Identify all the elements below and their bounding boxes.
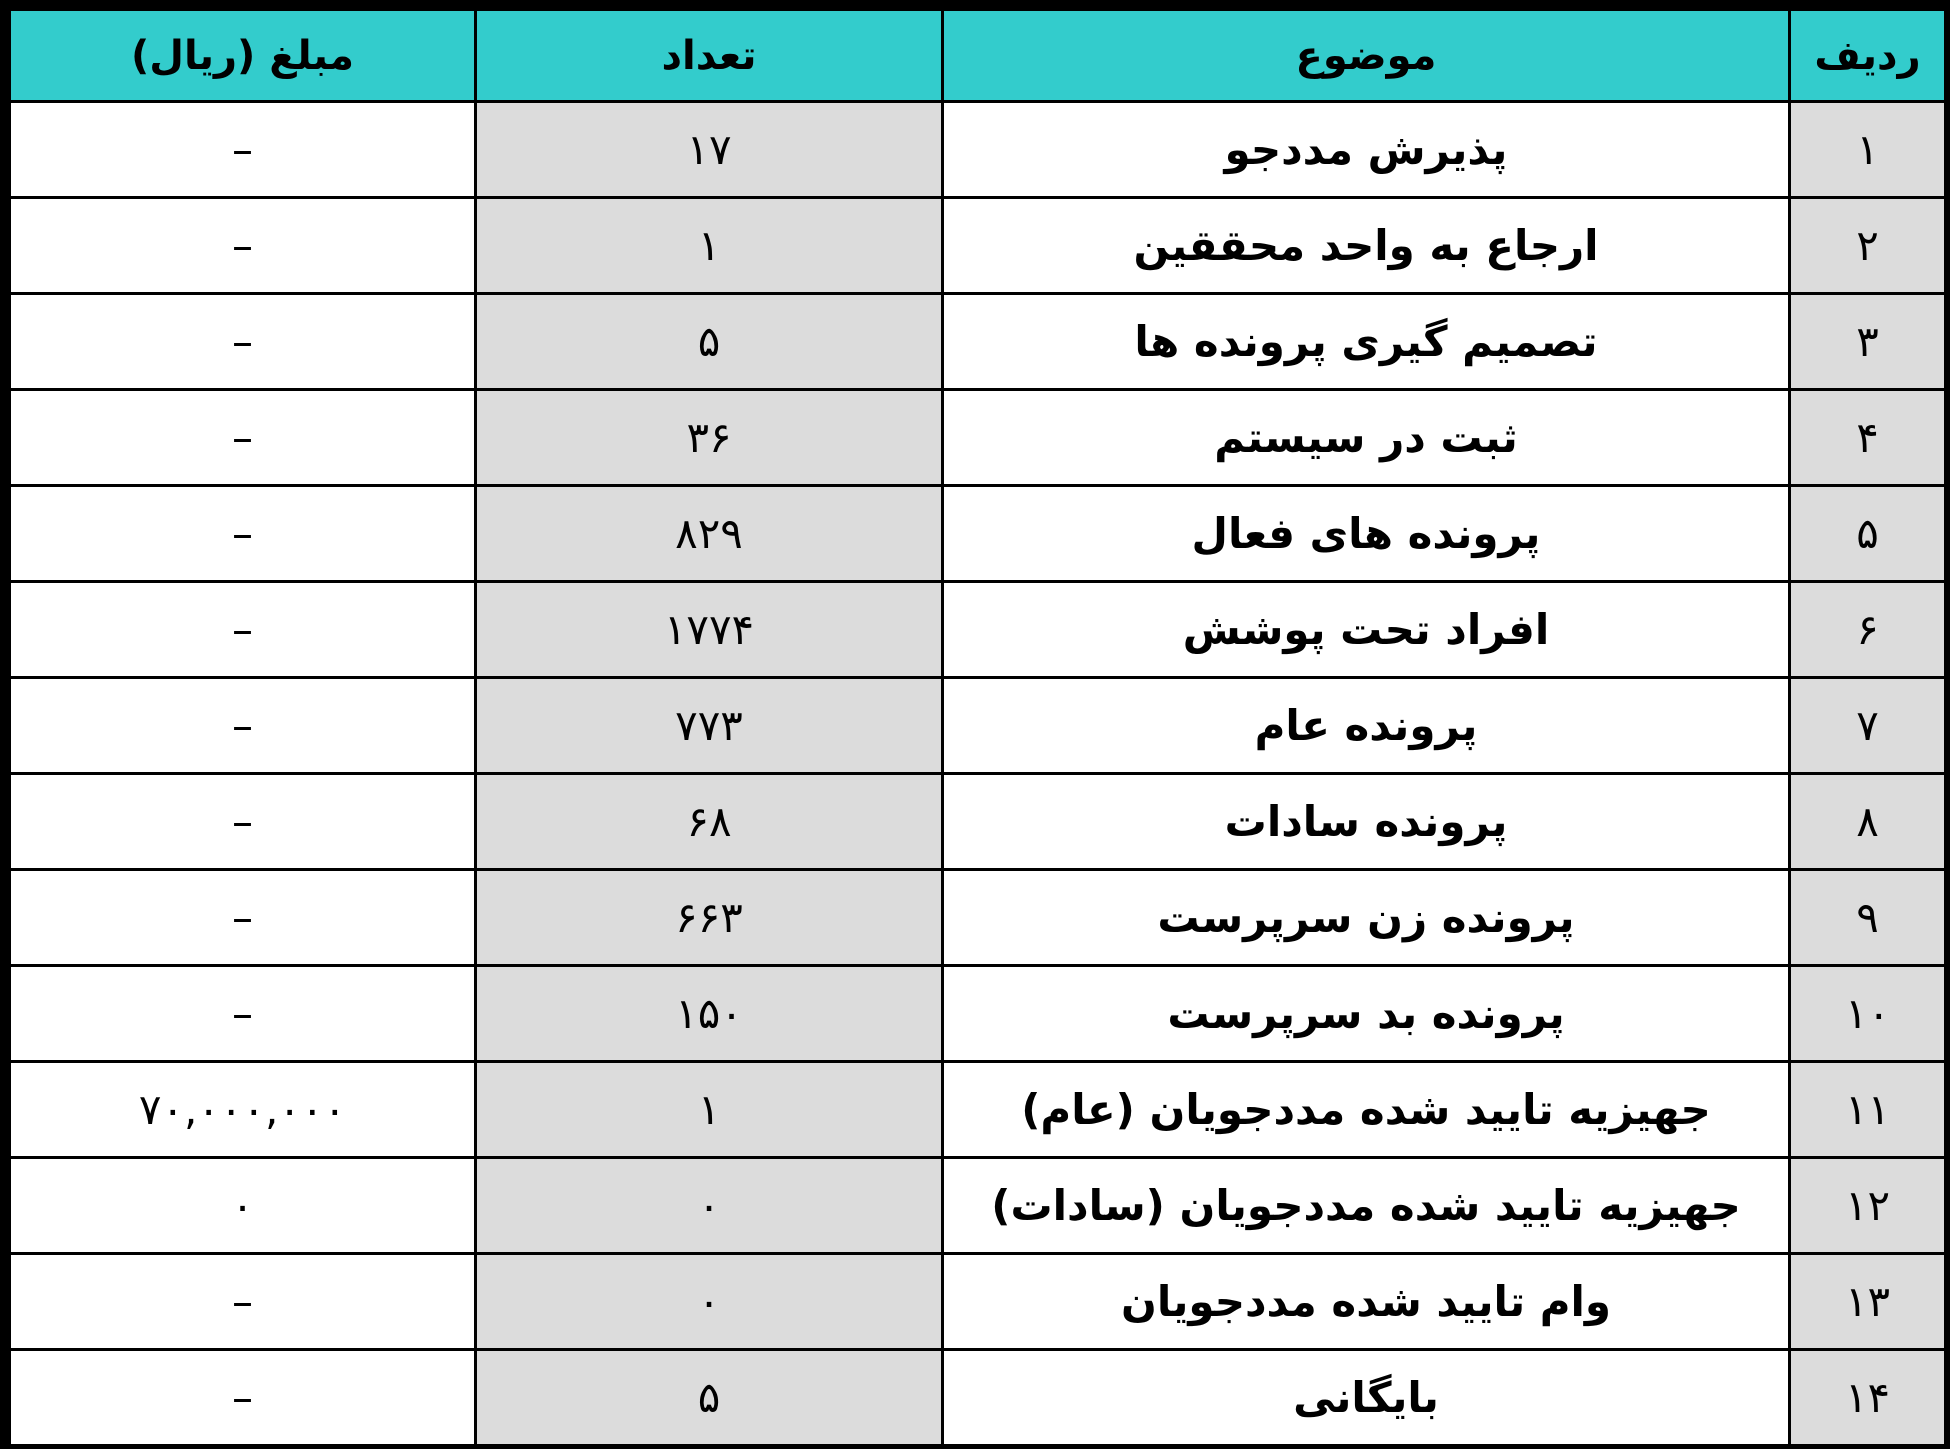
row-number-cell: ۱۱ <box>1790 1062 1946 1158</box>
header-count: تعداد <box>476 10 943 102</box>
table-row <box>10 966 1946 1062</box>
table-row <box>10 1158 1946 1254</box>
row-number-cell: ۱۰ <box>1790 966 1946 1062</box>
amount-cell: – <box>10 294 476 390</box>
amount-cell: ۰ <box>10 1158 476 1254</box>
row-number-cell: ۲ <box>1790 198 1946 294</box>
count-cell: ۷۷۳ <box>476 678 943 774</box>
topic-cell: افراد تحت پوشش <box>943 582 1790 678</box>
count-cell: ۰ <box>476 1158 943 1254</box>
table-row <box>10 102 1946 198</box>
topic-cell: پرونده زن سرپرست <box>943 870 1790 966</box>
row-number-cell: ۴ <box>1790 390 1946 486</box>
row-number-cell: ۱ <box>1790 102 1946 198</box>
header-row-number: ردیف <box>1790 10 1946 102</box>
topic-cell: وام تایید شده مددجویان <box>943 1254 1790 1350</box>
table-row <box>10 1062 1946 1158</box>
count-cell: ۱۷ <box>476 102 943 198</box>
topic-cell: ارجاع به واحد محققین <box>943 198 1790 294</box>
row-number-cell: ۳ <box>1790 294 1946 390</box>
topic-cell: تصمیم گیری پرونده ها <box>943 294 1790 390</box>
count-cell: ۱ <box>476 1062 943 1158</box>
table-row <box>10 486 1946 582</box>
count-cell: ۸۲۹ <box>476 486 943 582</box>
amount-cell: – <box>10 774 476 870</box>
topic-cell: پذیرش مددجو <box>943 102 1790 198</box>
amount-cell: – <box>10 1254 476 1350</box>
row-number-cell: ۸ <box>1790 774 1946 870</box>
topic-cell: پرونده های فعال <box>943 486 1790 582</box>
count-cell: ۶۸ <box>476 774 943 870</box>
amount-cell: – <box>10 486 476 582</box>
table-row <box>10 582 1946 678</box>
amount-cell: – <box>10 870 476 966</box>
amount-cell: – <box>10 1350 476 1446</box>
count-cell: ۶۶۳ <box>476 870 943 966</box>
table-row <box>10 390 1946 486</box>
amount-cell: – <box>10 678 476 774</box>
header-topic: موضوع <box>943 10 1790 102</box>
amount-cell: – <box>10 390 476 486</box>
amount-cell: ۷۰,۰۰۰,۰۰۰ <box>10 1062 476 1158</box>
count-cell: ۱۷۷۴ <box>476 582 943 678</box>
statistics-table <box>8 8 1947 1447</box>
amount-cell: – <box>10 102 476 198</box>
row-number-cell: ۶ <box>1790 582 1946 678</box>
topic-cell: پرونده عام <box>943 678 1790 774</box>
table-row <box>10 198 1946 294</box>
table-row <box>10 294 1946 390</box>
count-cell: ۱۵۰ <box>476 966 943 1062</box>
topic-cell: جهیزیه تایید شده مددجویان (عام) <box>943 1062 1790 1158</box>
count-cell: ۰ <box>476 1254 943 1350</box>
topic-cell: پرونده سادات <box>943 774 1790 870</box>
row-number-cell: ۱۳ <box>1790 1254 1946 1350</box>
row-number-cell: ۱۲ <box>1790 1158 1946 1254</box>
count-cell: ۱ <box>476 198 943 294</box>
row-number-cell: ۱۴ <box>1790 1350 1946 1446</box>
amount-cell: – <box>10 966 476 1062</box>
header-row <box>10 10 1946 102</box>
table-row <box>10 870 1946 966</box>
topic-cell: جهیزیه تایید شده مددجویان (سادات) <box>943 1158 1790 1254</box>
table-row <box>10 774 1946 870</box>
header-amount: مبلغ (ریال) <box>10 10 476 102</box>
count-cell: ۳۶ <box>476 390 943 486</box>
row-number-cell: ۷ <box>1790 678 1946 774</box>
topic-cell: ثبت در سیستم <box>943 390 1790 486</box>
table-body <box>10 102 1946 1446</box>
table-header <box>10 10 1946 102</box>
table-row <box>10 678 1946 774</box>
amount-cell: – <box>10 582 476 678</box>
row-number-cell: ۵ <box>1790 486 1946 582</box>
count-cell: ۵ <box>476 294 943 390</box>
amount-cell: – <box>10 198 476 294</box>
table-row <box>10 1254 1946 1350</box>
row-number-cell: ۹ <box>1790 870 1946 966</box>
table-row <box>10 1350 1946 1446</box>
topic-cell: بایگانی <box>943 1350 1790 1446</box>
topic-cell: پرونده بد سرپرست <box>943 966 1790 1062</box>
count-cell: ۵ <box>476 1350 943 1446</box>
